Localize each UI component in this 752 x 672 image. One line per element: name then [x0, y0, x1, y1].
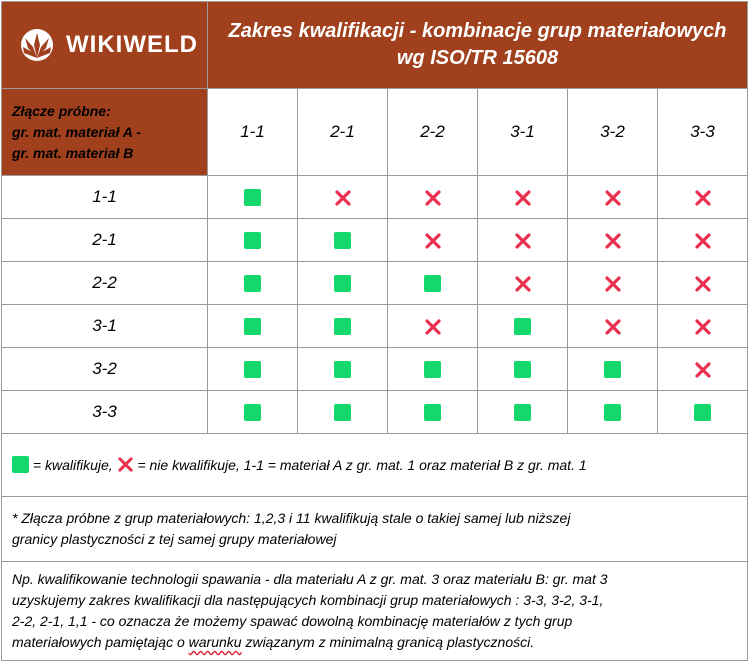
- row-label: 3-2: [2, 348, 208, 391]
- matrix-cell: [478, 262, 568, 305]
- matrix-cell: [658, 305, 748, 348]
- column-header: 3-3: [658, 89, 748, 176]
- red-cross-icon: [604, 232, 622, 250]
- title-line-1: Zakres kwalifikacji - kombinacje grup materiałowych: [228, 20, 727, 42]
- red-cross-icon: [117, 456, 134, 473]
- note-example: [2, 562, 748, 661]
- matrix-cell: [478, 176, 568, 219]
- matrix-cell: [658, 262, 748, 305]
- matrix-cell: [208, 348, 298, 391]
- weld-spark-icon: [20, 28, 54, 62]
- matrix-cell: [658, 348, 748, 391]
- title-line-2: wg ISO/TR 15608: [396, 47, 559, 69]
- corner-header: [2, 89, 208, 176]
- qualification-table: [1, 1, 748, 661]
- red-cross-icon: [604, 189, 622, 207]
- matrix-cell: [568, 176, 658, 219]
- red-cross-icon: [514, 275, 532, 293]
- matrix-cell: [298, 391, 388, 434]
- note1-line-1: * Złącza próbne z grup materiałowych: 1,2,3 i 11 kwalifikują stale o takiej samej lub niższej: [12, 510, 571, 526]
- note2-line-1: Np. kwalifikowanie technologii spawania - dla materiału A z gr. mat. 3 oraz materiału B: gr. mat 3: [12, 571, 608, 587]
- red-cross-icon: [694, 361, 712, 379]
- matrix-cell: [568, 348, 658, 391]
- table-row: [2, 305, 748, 348]
- legend-no-text: = nie kwalifikuje, 1-1 = materiał A z gr. mat. 1 oraz materiał B z gr. mat. 1: [137, 456, 587, 473]
- corner-line-3: gr. mat. materiał B: [12, 144, 134, 161]
- matrix-cell: [208, 176, 298, 219]
- note2-line-4-end: związanym z minimalną granicą plastyczności.: [241, 634, 535, 650]
- corner-line-1: Złącze próbne:: [12, 102, 111, 119]
- row-label: 1-1: [2, 176, 208, 219]
- note-row: [2, 562, 748, 661]
- matrix-cell: [658, 219, 748, 262]
- note-row: [2, 497, 748, 562]
- matrix-cell: [208, 219, 298, 262]
- table-row: [2, 219, 748, 262]
- note2-line-4-start: materiałowych pamiętając o: [12, 634, 189, 650]
- row-label: 3-3: [2, 391, 208, 434]
- matrix-cell: [478, 219, 568, 262]
- note2-line-2: uzyskujemy zakres kwalifikacji dla następujących kombinacji grup materiałowych : 3-3, 3-2, 3-1,: [12, 592, 604, 608]
- red-cross-icon: [424, 318, 442, 336]
- green-square-icon: [514, 361, 531, 378]
- matrix-cell: [568, 391, 658, 434]
- logo-cell: [2, 2, 208, 89]
- matrix-cell: [388, 305, 478, 348]
- green-square-icon: [244, 404, 261, 421]
- note2-line-3: 2-2, 2-1, 1,1 - co oznacza że możemy spawać dowolną kombinację materiałów z tych grup: [12, 613, 573, 629]
- column-header: 2-1: [298, 89, 388, 176]
- red-cross-icon: [334, 189, 352, 207]
- red-cross-icon: [604, 318, 622, 336]
- matrix-cell: [208, 262, 298, 305]
- green-square-icon: [334, 318, 351, 335]
- red-cross-icon: [604, 275, 622, 293]
- column-header: 3-2: [568, 89, 658, 176]
- matrix-cell: [298, 219, 388, 262]
- matrix-cell: [208, 305, 298, 348]
- wikiweld-logo: [2, 28, 207, 62]
- column-header-row: [2, 89, 748, 176]
- green-square-icon: [424, 361, 441, 378]
- matrix-cell: [478, 391, 568, 434]
- matrix-cell: [568, 219, 658, 262]
- matrix-cell: [298, 176, 388, 219]
- corner-line-2: gr. mat. materiał A -: [12, 123, 141, 140]
- table-row: [2, 176, 748, 219]
- red-cross-icon: [694, 232, 712, 250]
- matrix-cell: [388, 391, 478, 434]
- green-square-icon: [244, 361, 261, 378]
- matrix-cell: [568, 262, 658, 305]
- red-cross-icon: [514, 189, 532, 207]
- matrix-cell: [388, 176, 478, 219]
- note2-line-4-underlined: warunku: [188, 634, 242, 650]
- matrix-cell: [658, 391, 748, 434]
- matrix-cell: [298, 348, 388, 391]
- green-square-icon: [244, 189, 261, 206]
- table-row: [2, 262, 748, 305]
- table-row: [2, 391, 748, 434]
- green-square-icon: [694, 404, 711, 421]
- green-square-icon: [604, 361, 621, 378]
- matrix-cell: [568, 305, 658, 348]
- header-row: [2, 2, 748, 89]
- table-row: [2, 348, 748, 391]
- row-label: 3-1: [2, 305, 208, 348]
- column-header: 2-2: [388, 89, 478, 176]
- row-label: 2-1: [2, 219, 208, 262]
- row-label: 2-2: [2, 262, 208, 305]
- legend-row: [2, 434, 748, 497]
- red-cross-icon: [424, 232, 442, 250]
- green-square-icon: [12, 456, 29, 473]
- column-header: 1-1: [208, 89, 298, 176]
- green-square-icon: [334, 275, 351, 292]
- green-square-icon: [334, 232, 351, 249]
- page-title: [208, 2, 748, 89]
- red-cross-icon: [424, 189, 442, 207]
- green-square-icon: [514, 404, 531, 421]
- column-header: 3-1: [478, 89, 568, 176]
- green-square-icon: [424, 275, 441, 292]
- matrix-cell: [478, 305, 568, 348]
- matrix-cell: [388, 219, 478, 262]
- matrix-cell: [478, 348, 568, 391]
- matrix-cell: [298, 262, 388, 305]
- matrix-cell: [388, 348, 478, 391]
- green-square-icon: [244, 318, 261, 335]
- legend: [2, 434, 748, 497]
- matrix-cell: [298, 305, 388, 348]
- red-cross-icon: [694, 275, 712, 293]
- red-cross-icon: [514, 232, 532, 250]
- matrix-cell: [208, 391, 298, 434]
- red-cross-icon: [694, 189, 712, 207]
- legend-yes-text: = kwalifikuje,: [32, 456, 113, 473]
- green-square-icon: [334, 404, 351, 421]
- red-cross-icon: [694, 318, 712, 336]
- logo-text: WIKIWELD: [66, 31, 198, 58]
- green-square-icon: [424, 404, 441, 421]
- green-square-icon: [244, 232, 261, 249]
- matrix-cell: [388, 262, 478, 305]
- green-square-icon: [514, 318, 531, 335]
- green-square-icon: [604, 404, 621, 421]
- note-yield-strength: [2, 497, 748, 562]
- matrix-cell: [658, 176, 748, 219]
- green-square-icon: [244, 275, 261, 292]
- green-square-icon: [334, 361, 351, 378]
- note1-line-2: granicy plastyczności z tej samej grupy materiałowej: [12, 531, 337, 547]
